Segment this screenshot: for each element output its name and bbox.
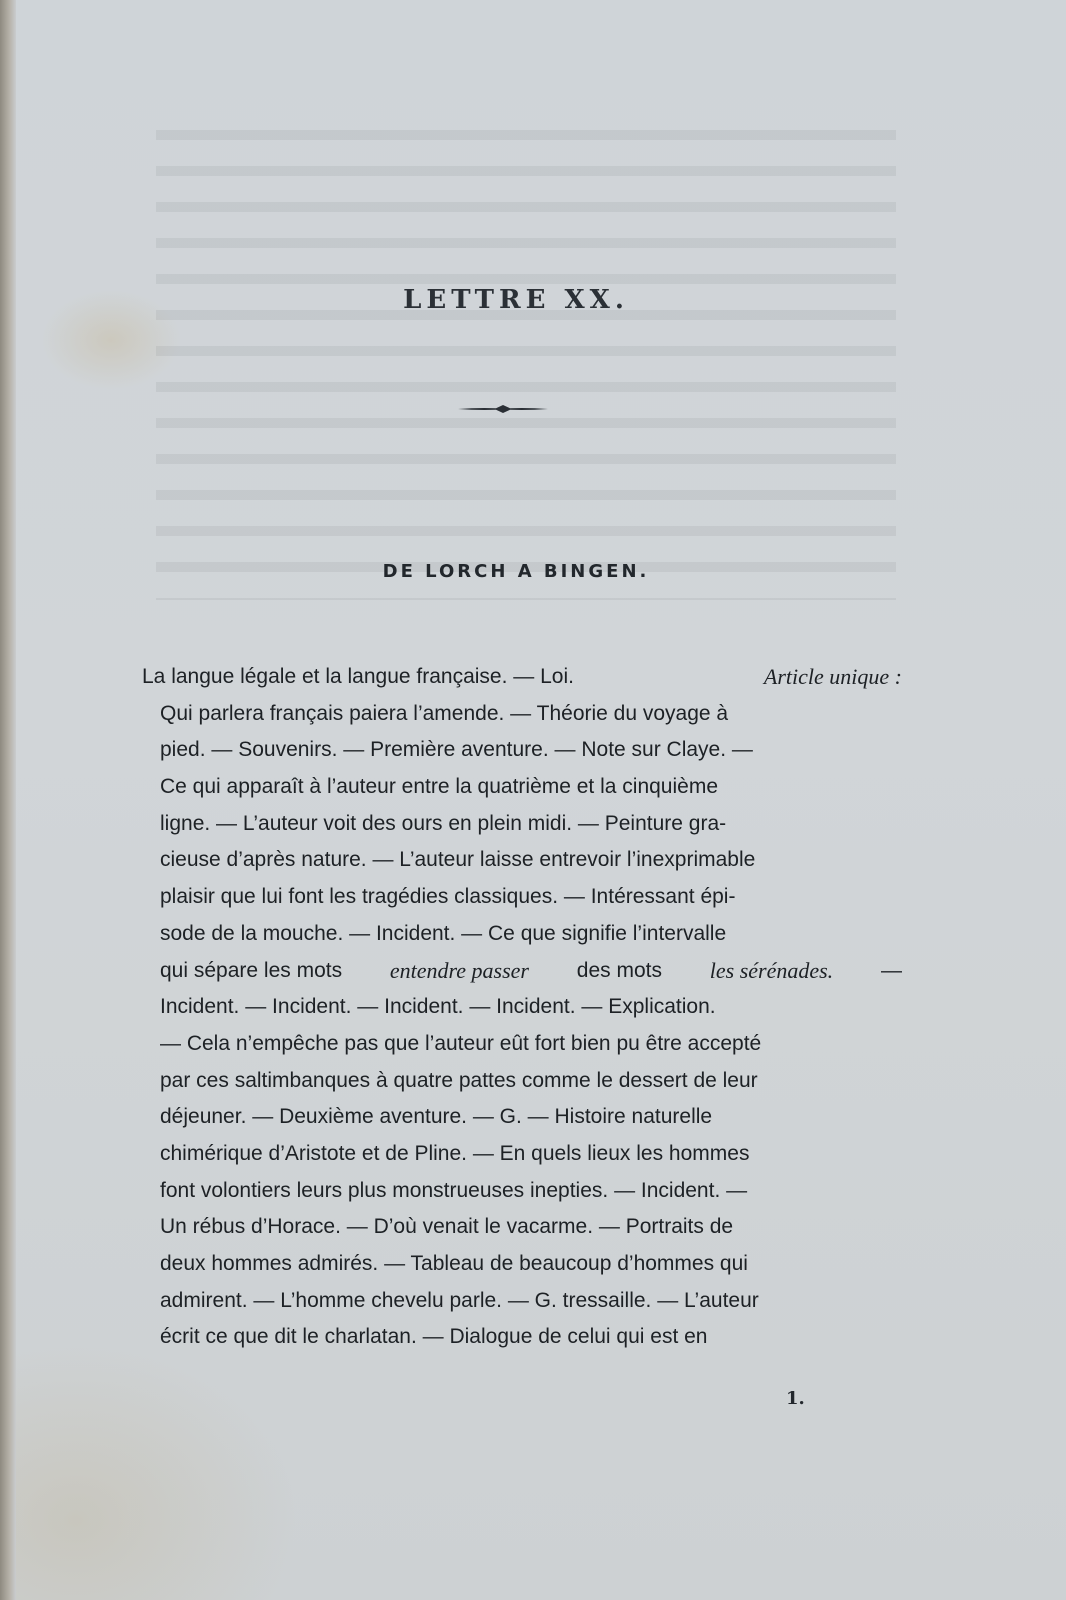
summary-line: plaisir que lui font les tragédies classiques. — Intéressant épi- bbox=[160, 885, 736, 909]
show-through-text bbox=[156, 130, 896, 600]
summary-line bbox=[142, 953, 902, 990]
summary-line: déjeuner. — Deuxième aventure. — G. — Histoire naturelle bbox=[160, 1105, 713, 1129]
summary-line bbox=[142, 659, 902, 696]
summary-line: Incident. — Incident. — Incident. — Incident. — Explication. bbox=[160, 995, 716, 1019]
summary-line: Ce qui apparaît à l’auteur entre la quatrième et la cinquième bbox=[160, 775, 718, 799]
summary-line: sode de la mouche. — Incident. — Ce que signifie l’intervalle bbox=[160, 921, 727, 945]
summary-line: font volontiers leurs plus monstrueuses inepties. — Incident. — bbox=[160, 1178, 748, 1202]
book-page bbox=[16, 0, 1066, 1600]
summary-italic-text: entendre passer bbox=[389, 957, 529, 983]
summary-line: cieuse d’après nature. — L’auteur laisse entrevoir l’inexprimable bbox=[160, 848, 756, 872]
summary-line: admirent. — L’homme chevelu parle. — G. tressaille. — L’auteur bbox=[160, 1288, 759, 1312]
summary-line: pied. — Souvenirs. — Première aventure. — Note sur Claye. — bbox=[160, 738, 753, 762]
summary-text: — bbox=[880, 958, 902, 982]
summary-italic-text: Article unique : bbox=[763, 664, 902, 689]
summary-text: qui sépare les mots bbox=[160, 958, 343, 982]
signature-mark: 1. bbox=[786, 1388, 805, 1409]
summary-line: écrit ce que dit le charlatan. — Dialogue de celui qui est en bbox=[160, 1325, 708, 1349]
letter-title: LETTRE XX. bbox=[403, 285, 629, 315]
summary-line: deux hommes admirés. — Tableau de beaucoup d’hommes qui bbox=[160, 1252, 748, 1275]
summary-line: Qui parlera français paiera l’amende. — Théorie du voyage à bbox=[160, 701, 729, 725]
summary-line: — Cela n’empêche pas que l’auteur eût fort bien pu être accepté bbox=[160, 1031, 762, 1055]
ornamental-rule bbox=[458, 402, 548, 416]
summary-line: par ces saltimbanques à quatre pattes comme le dessert de leur bbox=[160, 1068, 758, 1092]
summary-text: des mots bbox=[576, 958, 662, 982]
summary-line: Un rébus d’Horace. — D’où venait le vacarme. — Portraits de bbox=[160, 1215, 734, 1239]
summary-text: La langue légale et la langue française. — Loi. bbox=[142, 665, 574, 688]
summary-line: ligne. — L’auteur voit des ours en plein midi. — Peinture gra- bbox=[160, 811, 727, 835]
chapter-subtitle: DE LORCH A BINGEN. bbox=[382, 561, 650, 582]
book-gutter-edge bbox=[0, 0, 16, 1600]
chapter-summary bbox=[142, 659, 902, 1356]
summary-italic-text: les sérénades. bbox=[709, 957, 834, 983]
summary-line: chimérique d’Aristote et de Pline. — En quels lieux les hommes bbox=[160, 1141, 750, 1165]
